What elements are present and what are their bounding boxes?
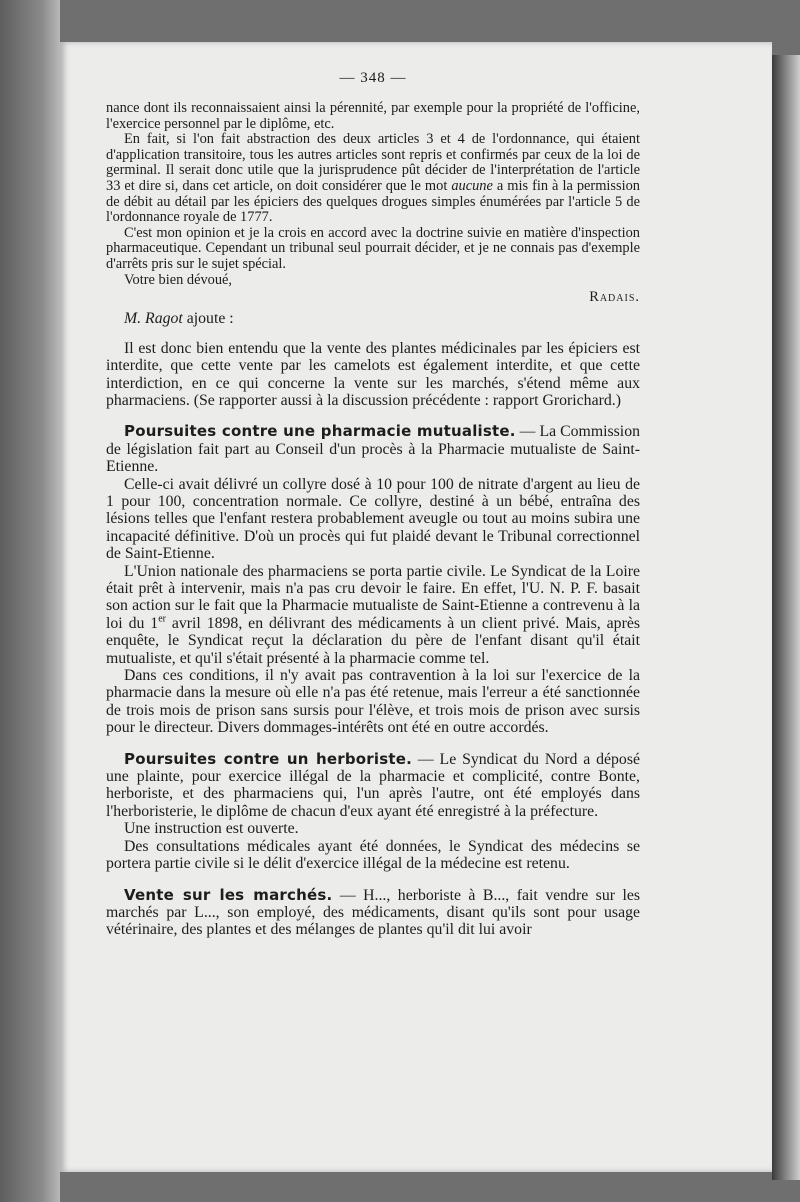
ragot-paragraph: Il est donc bien entendu que la vente des plantes médicinales par les épiciers est interdite, que cette vente par les camelots est également interdite, et que cette interdiction, en ce qui concerne la vente sur les marchés, s'étend même aux pharmaciens. (Se rapporter aussi à la discussion précédente : rapport Grorichard.)	[106, 339, 640, 409]
letter-closing: Votre bien dévoué,	[124, 271, 233, 288]
section-herboriste-paragraph-2: Une instruction est ouverte.	[124, 820, 299, 838]
section-heading-mutualiste: Poursuites contre une pharmacie mutualiste.	[124, 422, 516, 441]
page-content	[106, 70, 640, 939]
speaker-name: M. Ragot	[124, 309, 183, 327]
section-marches-intro: Vente sur les marchés. — H..., herboriste à B..., fait vendre sur les marchés par L..., son employé, des médicaments, disant qu'ils sont pour usage vétérinaire, des plantes et des mélanges de plantes qu'il dit lui avoir	[106, 885, 641, 939]
letter-paragraph-3: C'est mon opinion et je la crois en accord avec la doctrine suivie en matière d'inspection pharmaceutique. Cependant un tribunal seul pourrait décider, et je ne connais pas d'exemple d'arrêts pris sur le sujet spécial.	[106, 224, 640, 272]
section-mutualiste-intro: Poursuites contre une pharmacie mutualiste. — La Commission de législation fait part au Conseil d'un procès à la Pharmacie mutualiste de Saint-Etienne.	[106, 422, 640, 476]
ragot-intro: M. Ragot ajoute :	[124, 309, 234, 327]
page-edge-shadow	[772, 55, 800, 1180]
section-mutualiste-paragraph-2: Celle-ci avait délivré un collyre dosé à 10 pour 100 de nitrate d'argent au lieu de 1 pour 100, concentration normale. Ce collyre, destiné à un bébé, entraîna des lésions telles que l'enfant restera probablement aveugle ou tout au moins subira une incapacité définitive. D'où un procès qui fut plaidé devant le Tribunal correctionnel de Saint-Etienne.	[106, 475, 640, 563]
letter-paragraph-2: En fait, si l'on fait abstraction des deux articles 3 et 4 de l'ordonnance, qui étaient d'application transitoire, tous les autres articles sont repris et confirmés par ceux de la loi de germinal. Il serait donc utile que la jurisprudence pût décider de l'interprétation de l'article 33 et dire si, dans cet article, on doit considérer que le mot aucune a mis fin à la permission de débit au détail par les épiciers des quelques drogues simples énumérées par l'article 5 de l'ordonnance royale de 1777.	[106, 131, 640, 226]
section-herboriste-intro: Poursuites contre un herboriste. — Le Syndicat du Nord a déposé une plainte, pour exercice illégal de la pharmacie et complicité, contre Bonte, herboriste, et des pharmaciens qui, l'un après l'autre, ont été employés dans l'herboristerie, le diplôme de chacun d'eux ayant été enregistré à la préfecture.	[106, 749, 640, 820]
scan-background-left	[0, 0, 60, 1202]
letter-block	[106, 101, 640, 306]
letter-paragraph-1: nance dont ils reconnaissaient ainsi la pérennité, par exemple pour la propriété de l'officine, l'exercice personnel par le diplôme, etc.	[106, 100, 640, 132]
section-heading-marches: Vente sur les marchés.	[124, 885, 333, 904]
section-heading-herboriste: Poursuites contre un herboriste.	[124, 749, 413, 768]
main-block	[106, 340, 640, 939]
section-herboriste-paragraph-3: Des consultations médicales ayant été données, le Syndicat des médecins se portera partie civile si le délit d'exercice illégal de la médecine est retenu.	[106, 837, 640, 873]
section-mutualiste-paragraph-3: L'Union nationale des pharmaciens se porta partie civile. Le Syndicat de la Loire était prêt à intervenir, mais n'a pas cru devoir le faire. En effet, l'U. N. P. F. basait son action sur le fait que la Pharmacie mutualiste de Saint-Etienne a contrevenu à la loi du 1er avril 1898, en délivrant des médicaments à un client privé. Mais, après enquête, le Syndicat reçut la déclaration du père de l'enfant disant qu'il était mutualiste, et qu'il s'était présenté à la pharmacie comme tel.	[106, 562, 640, 667]
page-number: — 348 —	[339, 70, 407, 86]
italic-word: aucune	[451, 177, 493, 194]
letter-signature: Radais.	[589, 289, 640, 306]
section-mutualiste-paragraph-4: Dans ces conditions, il n'y avait pas contravention à la loi sur l'exercice de la pharmacie dans la mesure où elle n'a pas été retenue, mais l'erreur a été sanctionnée de trois mois de prison sans sursis pour l'élève, et trois mois de prison avec sursis pour le directeur. Divers dommages-intérêts ont été en outre accordés.	[106, 667, 640, 737]
